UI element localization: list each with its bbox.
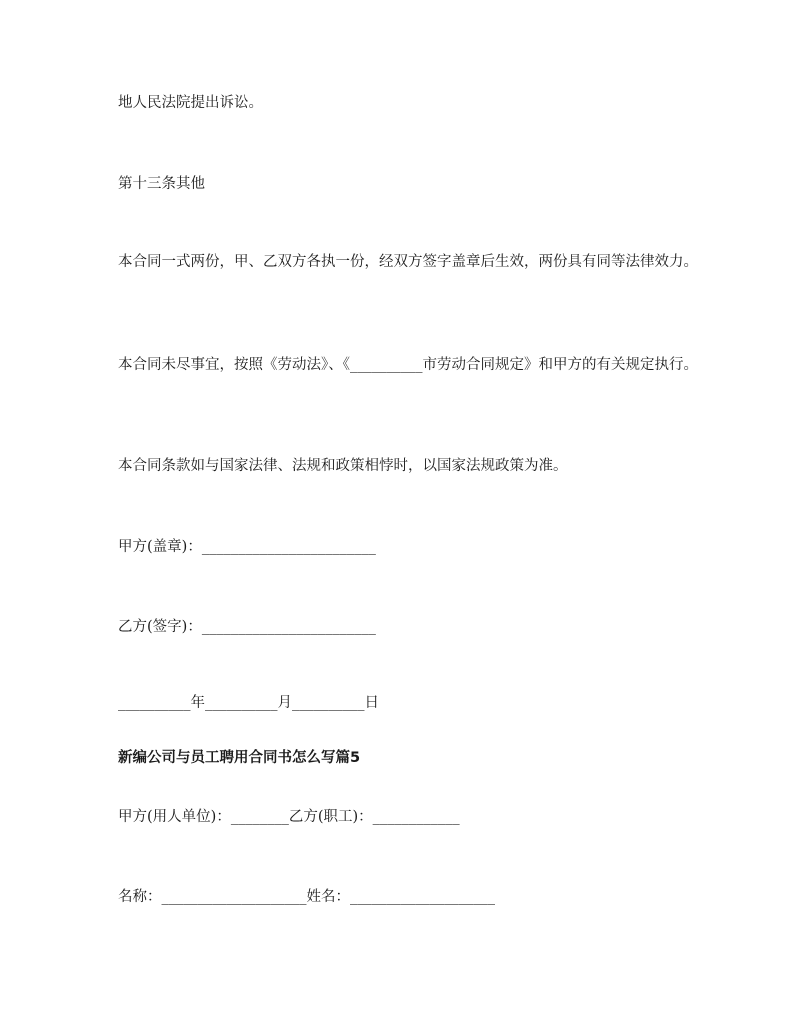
article-13-heading: 第十三条其他 — [118, 176, 205, 192]
name-line: 名称：____________________姓名：____________________ — [118, 889, 495, 905]
paragraph-law-precedence: 本合同条款如与国家法律、法规和政策相悖时，以国家法规政策为准。 — [118, 458, 568, 474]
party-b-signature-line: 乙方(签字)：________________________ — [118, 619, 376, 635]
section-heading: 新编公司与员工聘用合同书怎么写篇5 — [118, 750, 361, 766]
date-line: __________年__________月__________日 — [118, 695, 379, 711]
paragraph-lawsuit: 地人民法院提出诉讼。 — [118, 95, 263, 111]
parties-line: 甲方(用人单位)：________乙方(职工)：____________ — [118, 809, 460, 825]
paragraph-copies: 本合同一式两份，甲、乙双方各执一份，经双方签字盖章后生效，两份具有同等法律效力。 — [118, 254, 698, 270]
paragraph-unspecified-matters: 本合同未尽事宜，按照《劳动法》、《__________市劳动合同规定》和甲方的有关规定执行。 — [118, 357, 698, 373]
party-a-seal-line: 甲方(盖章)：________________________ — [118, 539, 376, 555]
